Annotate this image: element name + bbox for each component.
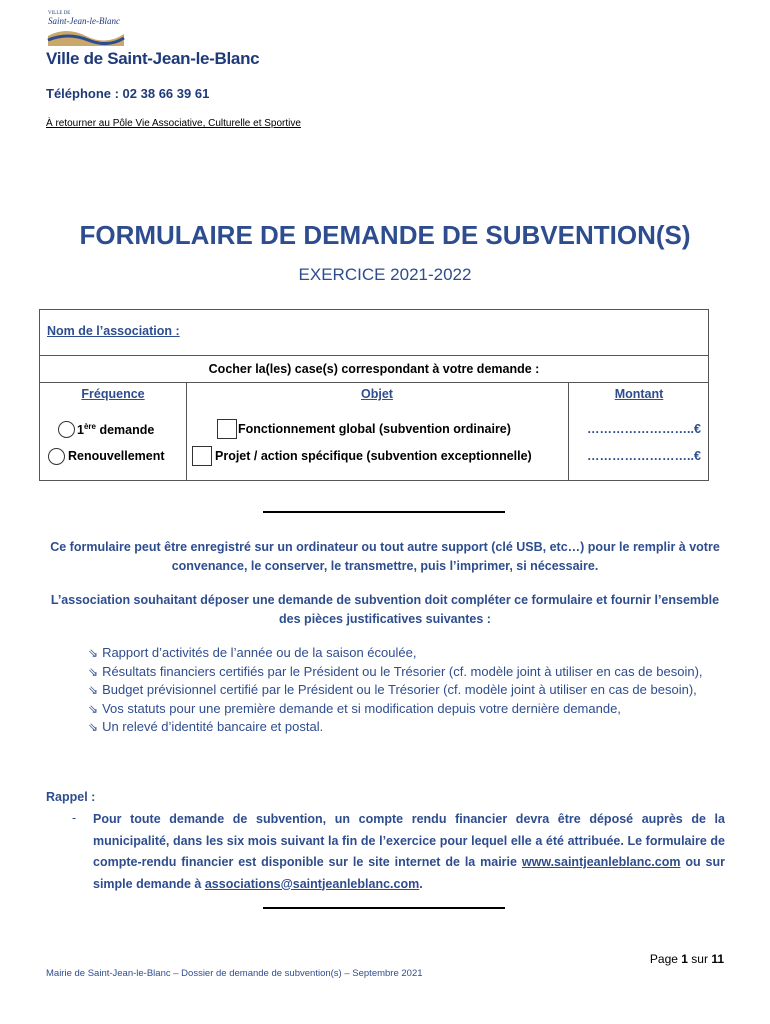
first-request-label: 1ère demande: [77, 422, 155, 438]
global-operation-checkbox[interactable]: [217, 419, 237, 439]
request-table: [39, 309, 709, 481]
divider: [263, 907, 505, 909]
svg-text:Saint-Jean-le-Blanc: Saint-Jean-le-Blanc: [48, 16, 120, 26]
list-item: ⇘ Vos statuts pour une première demande et si modification depuis votre dernière demande,: [88, 700, 621, 716]
documents-list: [88, 644, 728, 737]
arrow-icon: ⇘: [88, 664, 99, 679]
list-item: ⇘ Un relevé d’identité bancaire et postal.: [88, 719, 324, 734]
arrow-icon: ⇘: [88, 646, 99, 660]
objet-header: Objet: [361, 387, 393, 401]
renewal-label: Renouvellement: [68, 449, 165, 463]
form-subtitle: EXERCICE 2021-2022: [298, 265, 472, 284]
instruction-row: [40, 355, 708, 383]
city-logo: [46, 6, 126, 48]
specific-project-label: Projet / action spécifique (subvention exceptionnelle): [215, 449, 532, 463]
association-label: Nom de l’association :: [47, 324, 180, 338]
first-request-radio[interactable]: [58, 421, 75, 438]
amount-field-2[interactable]: ……………………..€: [587, 449, 701, 463]
instruction-text: Cocher la(les) case(s) correspondant à votre demande :: [208, 362, 540, 376]
divider: [263, 511, 505, 513]
rappel-label: Rappel :: [46, 790, 96, 804]
specific-project-checkbox[interactable]: [192, 446, 212, 466]
list-item: ⇘ Résultats financiers certifiés par le Président ou le Trésorier (cf. modèle joint à utiliser en cas de besoin),: [88, 663, 703, 679]
phone-number: Téléphone : 02 38 66 39 61: [46, 86, 210, 101]
website-link[interactable]: www.saintjeanleblanc.com: [521, 855, 681, 869]
email-link[interactable]: associations@saintjeanleblanc.com: [204, 876, 420, 891]
return-note: À retourner au Pôle Vie Associative, Culturelle et Sportive: [46, 118, 301, 129]
page-number: Page 1 sur 11: [649, 952, 724, 966]
footer-text: Mairie de Saint-Jean-le-Blanc – Dossier de demande de subvention(s) – Septembre 2021: [46, 968, 423, 979]
arrow-icon: ⇘: [88, 701, 99, 716]
rappel-dash: -: [72, 811, 77, 825]
montant-header: Montant: [614, 387, 664, 401]
svg-text:VILLE DE: VILLE DE: [48, 11, 71, 16]
association-row: [40, 310, 708, 356]
intro-paragraph-1: Ce formulaire peut être enregistré sur un ordinateur ou tout autre support (clé USB, etc…) pour le remplir à votre convenance, le conserver, le transmettre, puis l’imprimer, si nécessaire.: [50, 540, 720, 573]
arrow-icon: ⇘: [88, 683, 99, 697]
rappel-text: Pour toute demande de subvention, un compte rendu financier devra être déposé auprès de la municipalité, dans les six mois suivant la fin de l’exercice pour lequel elle a été attribuée. Le formulaire de compte-rendu financier est disponible sur le site internet de la mairie www.saintjeanleblanc.com ou sur simple demande à associations@saintjeanleblanc.com.: [93, 812, 725, 891]
arrow-icon: ⇘: [88, 720, 99, 734]
frequence-header: Fréquence: [81, 387, 145, 401]
intro-paragraph-2: L’association souhaitant déposer une demande de subvention doit compléter ce formulaire et fournir l’ensemble des pièces justificatives suivantes :: [50, 593, 720, 626]
amount-field-1[interactable]: ……………………..€: [587, 422, 701, 436]
city-name: Ville de Saint-Jean-le-Blanc: [46, 49, 260, 68]
list-item: ⇘ Budget prévisionnel certifié par le Président ou le Trésorier (cf. modèle joint à utiliser en cas de besoin),: [88, 682, 697, 697]
global-operation-label: Fonctionnement global (subvention ordinaire): [238, 422, 511, 436]
renewal-radio[interactable]: [48, 448, 65, 465]
list-item: ⇘ Rapport d’activités de l’année ou de la saison écoulée,: [88, 645, 417, 660]
form-title: FORMULAIRE DE DEMANDE DE SUBVENTION(S): [79, 220, 691, 250]
